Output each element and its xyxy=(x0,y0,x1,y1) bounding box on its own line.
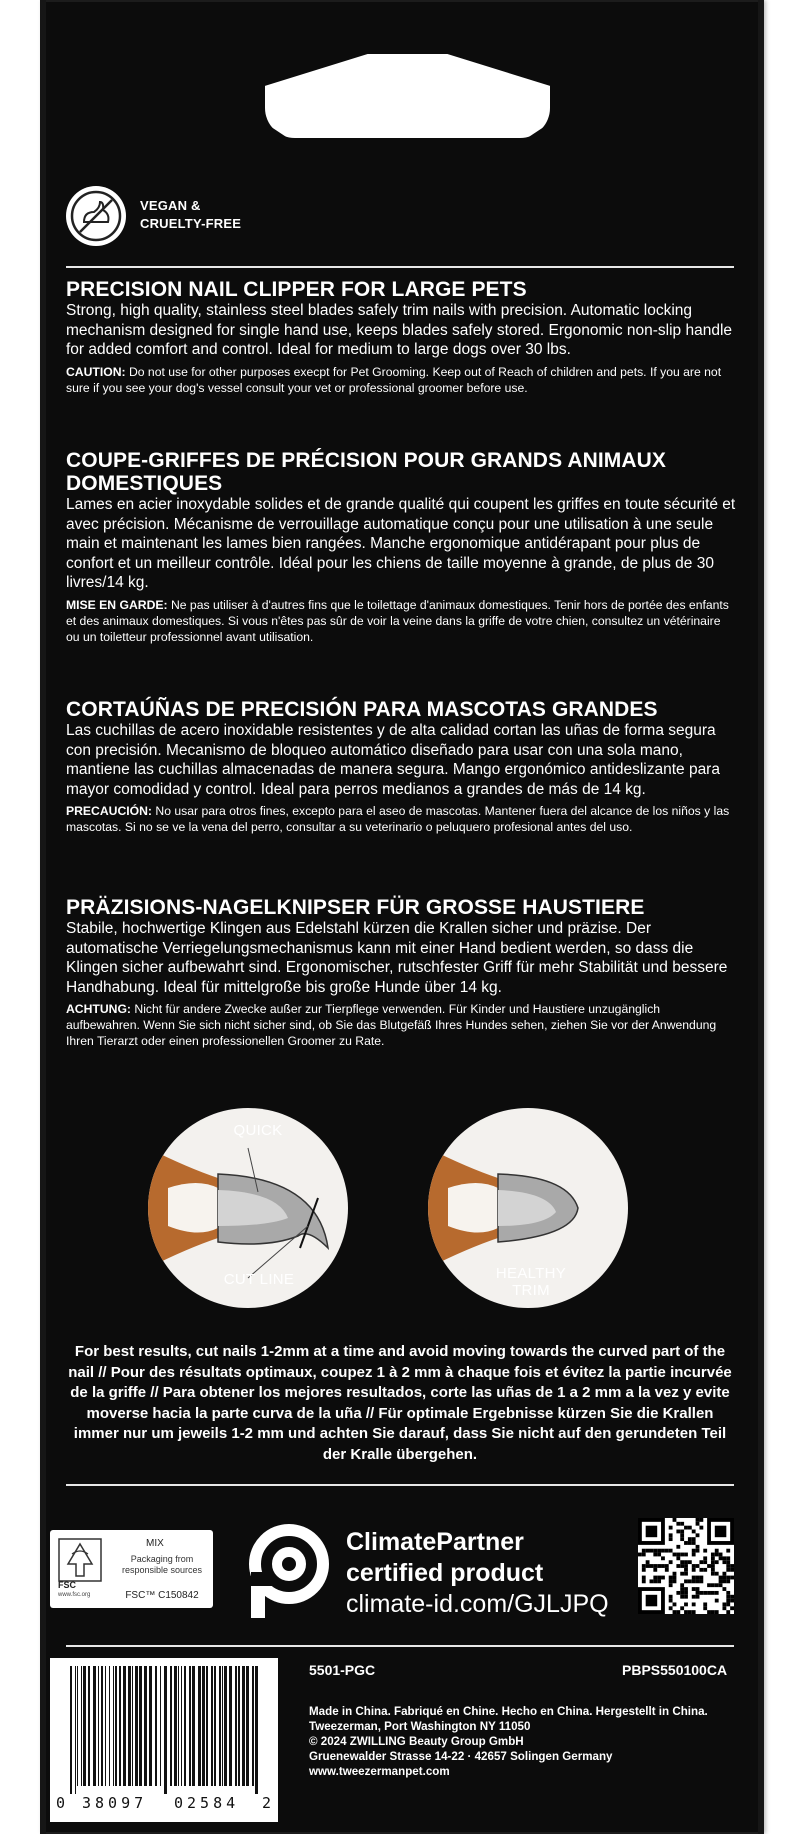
climate-line2: certified product xyxy=(346,1559,544,1587)
section-caution xyxy=(66,1001,736,1049)
climate-line1: ClimatePartner xyxy=(346,1528,524,1556)
healthy-line: HEALTHY xyxy=(495,1265,567,1282)
section-german xyxy=(66,896,736,1049)
quick-label: QUICK xyxy=(233,1122,283,1139)
climatepartner-icon xyxy=(243,1520,335,1620)
barcode-digit-left: 0 xyxy=(56,1794,66,1812)
barcode xyxy=(50,1658,278,1822)
vegan-rabbit-icon xyxy=(66,186,126,246)
section-caution xyxy=(66,597,736,645)
cruelty-free-line: CRUELTY-FREE xyxy=(140,216,242,231)
barcode-group1: 38097 xyxy=(82,1794,148,1812)
section-english xyxy=(66,278,736,396)
product-code: PBPS550100CA xyxy=(622,1662,728,1678)
box-edge-right xyxy=(758,0,764,1834)
section-body: Strong, high quality, stainless steel blades safely trim nails with precision. Automatic locking mechanism designed for single hand use, keeps blades safely stored. Ergonomic non-slip handle for added comfort and control. Ideal for medium to large dogs over 30 lbs. xyxy=(66,302,733,358)
divider xyxy=(66,1484,734,1486)
divider xyxy=(66,1645,734,1647)
qr-code[interactable] xyxy=(638,1518,734,1614)
fsc-subtitle: Packaging from responsible sources xyxy=(121,1554,203,1575)
section-body: Las cuchillas de acero inoxidable resistentes y de alta calidad cortan las uñas de forma segura con precisión. Mecanismo de bloqueo automático diseñado para usar con una sola mano, mantiene las cuchillas almacenadas de manera segura. Mango ergonómico antideslizante para mayor comodidad y control. Ideal para perros medianos a grandes de más de 14 kg. xyxy=(66,722,720,798)
caution-text: Ne pas utiliser à d'autres fins que le toilettage d'animaux domestiques. Tenir hors de portée des enfants et des animaux domestiques. Si vous n'êtes pas sûr de voir la veine dans la griffe de votre chien, consultez un vétérinaire ou un toiletteur professionnel avant utilisation. xyxy=(66,597,729,644)
fsc-badge xyxy=(50,1530,213,1608)
divider xyxy=(66,266,734,268)
barcode-digit-right: 2 xyxy=(262,1794,272,1812)
fsc-mix: MIX xyxy=(146,1538,164,1549)
box-edge-left xyxy=(40,0,46,1834)
barcode-bars xyxy=(50,1658,278,1794)
caution-label: PRECAUCIÓN: xyxy=(66,804,152,818)
section-caution xyxy=(66,803,736,835)
fsc-code: FSC™ C150842 xyxy=(125,1590,199,1601)
section-title: PRÄZISIONS-NAGELKNIPSER FÜR GROSSE HAUSTIERE xyxy=(66,896,645,919)
made-in-line: © 2024 ZWILLING Beauty Group GmbH xyxy=(309,1735,524,1748)
healthy-trim-label xyxy=(486,1265,576,1299)
made-in-text xyxy=(309,1704,749,1779)
section-caution xyxy=(66,364,736,396)
caution-label: MISE EN GARDE: xyxy=(66,597,168,612)
fsc-label: FSC xyxy=(58,1580,76,1590)
made-in-line: Tweezerman, Port Washington NY 11050 xyxy=(309,1720,531,1733)
made-in-line: Gruenewalder Strasse 14-22 · 42657 Solingen Germany xyxy=(309,1750,613,1763)
section-body: Stabile, hochwertige Klingen aus Edelstahl kürzen die Krallen sicher und präzise. Der automatische Verriegelungsmechanismus kann mit einer Hand bedient werden, so dass die Klingen sicher aufbewahrt sind. Ergonomischer, rutschfester Griff für mehr Stabilität und bessere Handhabung. Ideal für mittelgroße bis große Hunde über 14 kg. xyxy=(66,920,728,996)
fsc-url: www.fsc.org xyxy=(58,1592,91,1598)
section-title: CORTAÚÑAS DE PRECISIÓN PARA MASCOTAS GRANDES xyxy=(66,698,658,721)
caution-text: No usar para otros fines, excepto para el aseo de mascotas. Mantener fuera del alcance de los niños y las mascotas. Si no se ve la vena del perro, consultar a su veterinario o peluquero profesional antes del uso. xyxy=(66,804,730,834)
section-title: COUPE-GRIFFES DE PRÉCISION POUR GRANDS ANIMAUX DOMESTIQUES xyxy=(66,449,667,495)
caution-text: Do not use for other purposes execpt for Pet Grooming. Keep out of Reach of children and pets. If you are not sure if you see your dog's vessel consult your vet or professional groomer before use. xyxy=(66,364,722,395)
barcode-group2: 02584 xyxy=(174,1794,240,1812)
caution-text: Nicht für andere Zwecke außer zur Tierpflege verwenden. Für Kinder und Haustiere unzugänglich aufbewahren. Wenn Sie sich nicht sicher sind, ob Sie das Blutgefäß Ihres Hundes sehen, ziehen Sie vor der Anwendung Ihren Tierarzt oder einen professionellen Groomer zu Rate. xyxy=(66,1002,717,1048)
trim-tip-text: For best results, cut nails 1-2mm at a time and avoid moving towards the curved part of the nail // Pour des résultats optimaux, coupez 1 à 2 mm à chaque fois et évitez la partie incurvée de la griffe // Para obtener los mejores resultados, corte las uñas de 1 a 2 mm a la vez y evite moverse hacia la parte curva de la uña // Für optimale Ergebnisse kürzen Sie die Krallen immer nur um jeweils 1-2 mm und achten Sie darauf, dass Sie nicht auf den gerundeten Teil der Kralle übergehen. xyxy=(68,1343,732,1463)
vegan-line: VEGAN & xyxy=(140,198,201,213)
website-link[interactable]: www.tweezermanpet.com xyxy=(309,1765,450,1778)
made-in-line: Made in China. Fabriqué en Chine. Hecho en China. Hergestellt in China. xyxy=(309,1705,708,1718)
cut-line-label: CUT LINE xyxy=(223,1271,295,1288)
section-title: PRECISION NAIL CLIPPER FOR LARGE PETS xyxy=(66,278,527,301)
section-french xyxy=(66,449,736,645)
section-spanish xyxy=(66,698,736,835)
trim-line: TRIM xyxy=(512,1282,550,1299)
sku-code: 5501-PGC xyxy=(309,1662,376,1678)
vegan-badge-text xyxy=(140,197,241,233)
climate-url: climate-id.com/GJLJPQ xyxy=(346,1590,609,1618)
caution-label: ACHTUNG: xyxy=(66,1002,131,1016)
climatepartner-text xyxy=(346,1527,609,1620)
section-body: Lames en acier inoxydable solides et de grande qualité qui coupent les griffes en toute sécurité et avec précision. Mécanisme de verrouillage automatique conçu pour une utilisation à une seule main et maintenant les lames bien rangées. Manche ergonomique antidérapant pour plus de confort et un meilleur contrôle. Idéal pour les chiens de taille moyenne à grande, de plus de 30 livres/14 kg. xyxy=(66,496,736,591)
caution-label: CAUTION: xyxy=(66,364,126,379)
